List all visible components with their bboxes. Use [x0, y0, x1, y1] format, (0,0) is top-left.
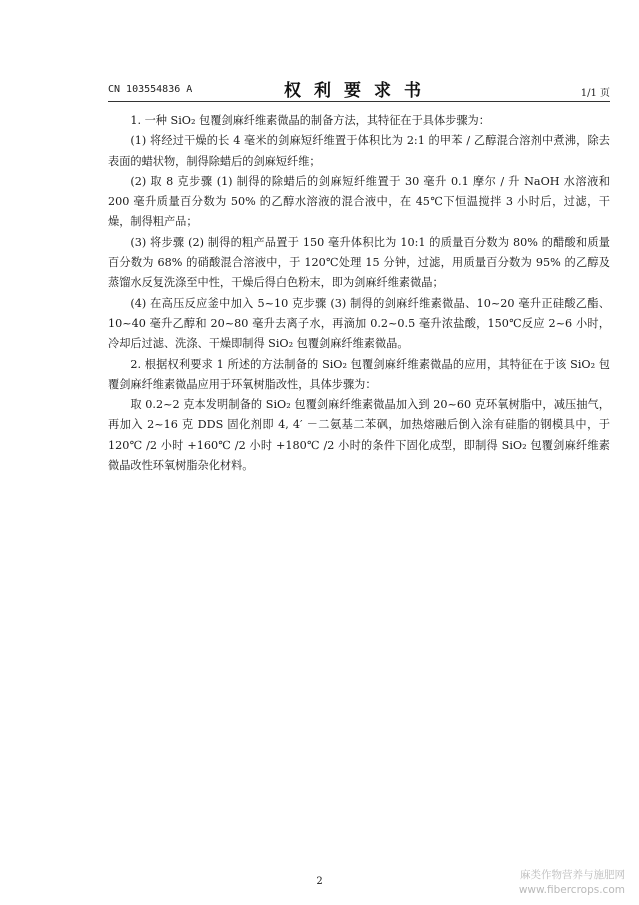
- claim-paragraph: 取 0.2~2 克本发明制备的 SiO₂ 包覆剑麻纤维素微晶加入到 20~60 克环氧树脂中，减压抽气，再加入 2~16 克 DDS 固化剂即 4, 4′ －二氨基二苯砜，加热熔融后倒入涂有硅脂的钢模具中，于 120℃ /2 小时 +160℃ /2 小时 +180℃ /2 小时的条件下固化成型，即制得 SiO₂ 包覆剑麻纤维素微晶改性环氧树脂杂化材料。: [108, 398, 610, 473]
- page-title: 权利要求书: [284, 81, 434, 101]
- claim-paragraph: (2) 取 8 克步骤 (1) 制得的除蜡后的剑麻短纤维置于 30 毫升 0.1 摩尔 / 升 NaOH 水溶液和 200 毫升质量百分数为 50% 的乙醇水溶液的混合液中，在 45℃下恒温搅拌 3 小时后，过滤，干燥，制得粗产品；: [108, 174, 610, 229]
- claim-paragraph: (1) 将经过干燥的长 4 毫米的剑麻短纤维置于体积比为 2:1 的甲苯 / 乙醇混合溶剂中煮沸，除去表面的蜡状物，制得除蜡后的剑麻短纤维；: [108, 134, 610, 168]
- page-indicator: 1/1 页: [580, 88, 610, 99]
- site-watermark: [519, 868, 625, 898]
- claims-body: [108, 111, 610, 476]
- patent-number: CN 103554836 A: [108, 84, 193, 95]
- claim-paragraph: (3) 将步骤 (2) 制得的粗产品置于 150 毫升体积比为 10:1 的质量百分数为 80% 的醋酸和质量百分数为 68% 的硝酸混合溶液中，于 120℃处理 15 分钟，过滤，用质量百分数为 95% 的乙醇及蒸馏水反复洗涤至中性，干燥后得白色粉末，即为剑麻纤维素微晶；: [108, 235, 610, 290]
- watermark-line: 麻类作物营养与施肥网: [520, 869, 625, 881]
- watermark-line: www.fibercrops.com: [518, 884, 625, 896]
- claim-paragraph: 2. 根据权利要求 1 所述的方法制备的 SiO₂ 包覆剑麻纤维素微晶的应用，其特征在于该 SiO₂ 包覆剑麻纤维素微晶应用于环氧树脂改性，具体步骤为：: [108, 357, 610, 391]
- page-number: 2: [316, 876, 323, 887]
- claim-paragraph: 1. 一种 SiO₂ 包覆剑麻纤维素微晶的制备方法，其特征在于具体步骤为：: [130, 114, 490, 127]
- header-divider: [108, 101, 610, 102]
- claim-paragraph: (4) 在高压反应釜中加入 5~10 克步骤 (3) 制得的剑麻纤维素微晶、10~20 毫升正硅酸乙酯、10~40 毫升乙醇和 20~80 毫升去离子水，再滴加 0.2~0.5 毫升浓盐酸，150℃反应 2~6 小时，冷却后过滤、洗涤、干燥即制得 SiO₂ 包覆剑麻纤维素微晶。: [108, 296, 610, 351]
- document-header: [108, 74, 610, 104]
